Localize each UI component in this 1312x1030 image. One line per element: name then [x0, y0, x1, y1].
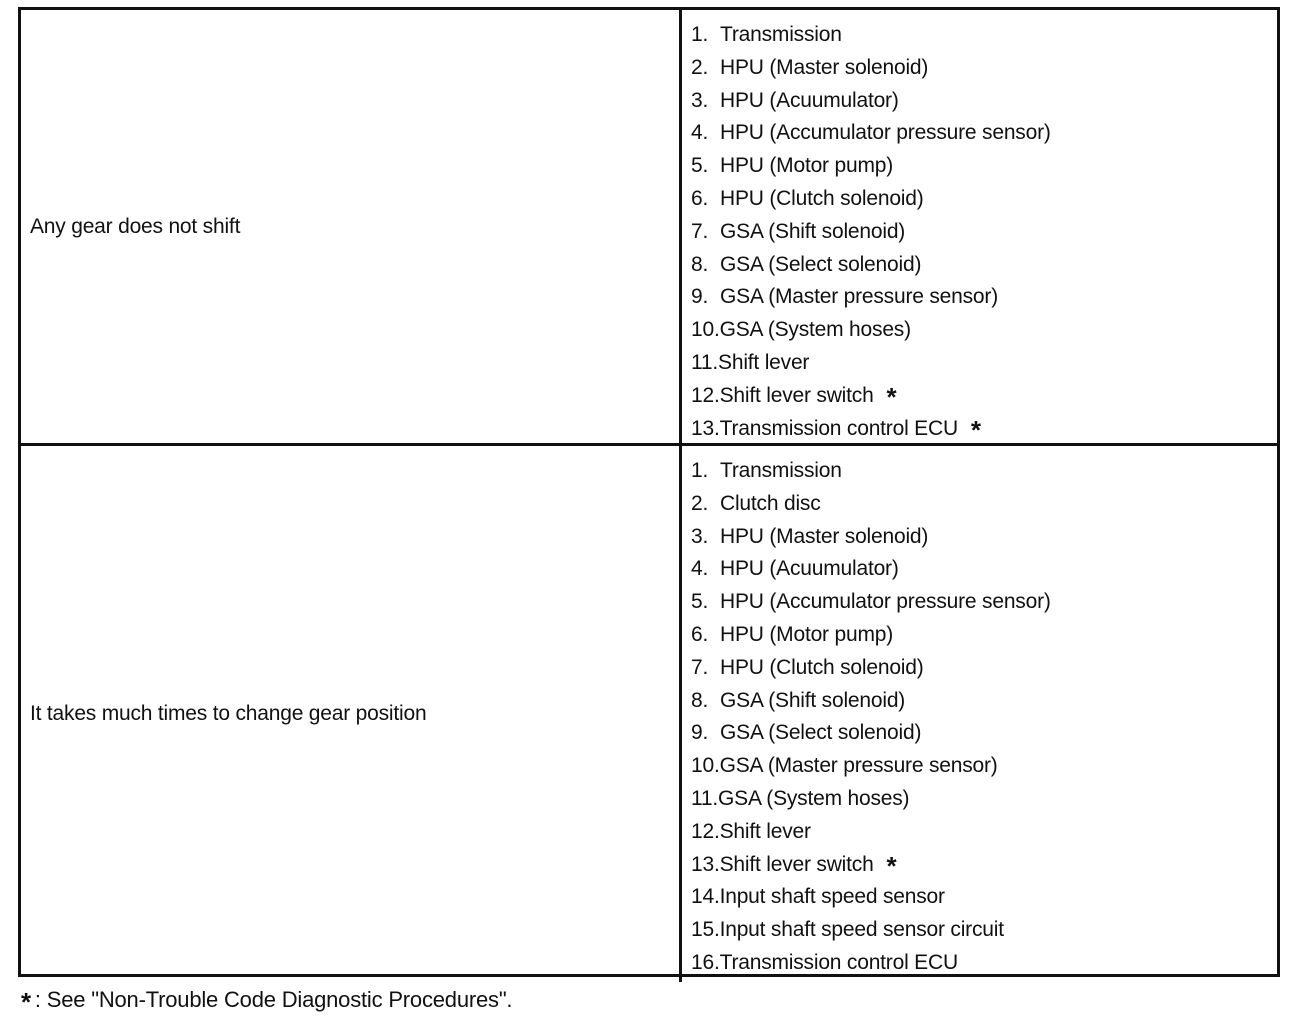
list-item [691, 719, 1277, 752]
item-text: Shift lever [719, 819, 811, 843]
symptom-text: It takes much times to change gear position [30, 701, 427, 725]
item-text: Transmission [720, 459, 842, 482]
item-text: HPU (Acuumulator) [720, 88, 899, 112]
symptom-cell [21, 446, 682, 982]
item-number: 5. [691, 154, 709, 178]
item-text: GSA (Master pressure sensor) [719, 754, 998, 778]
list-item [691, 752, 1277, 785]
list-item [691, 21, 1277, 54]
item-number: 6. [691, 186, 709, 210]
item-number: 7. [691, 655, 709, 679]
footnote [21, 987, 513, 1017]
item-text: GSA (Shift solenoid) [720, 688, 906, 712]
item-number: 5. [691, 590, 709, 614]
symptom-text: Any gear does not shift [30, 214, 241, 238]
list-item [691, 883, 1277, 916]
item-number: 1. [691, 23, 709, 46]
suspect-area-list [682, 10, 1277, 446]
item-text: GSA (Shift solenoid) [720, 219, 906, 243]
asterisk-icon: * [21, 987, 31, 1017]
item-number: 2. [691, 55, 709, 79]
list-item [691, 687, 1277, 720]
list-item [691, 119, 1277, 152]
item-number: 10. [691, 318, 720, 342]
item-number: 13. [691, 416, 720, 440]
list-item [691, 949, 1277, 982]
item-number: 11. [691, 350, 719, 374]
list-item [691, 54, 1277, 87]
list-item [691, 588, 1277, 621]
item-text: GSA (Select solenoid) [720, 252, 922, 276]
item-number: 3. [691, 88, 709, 112]
item-text: Shift lever switch [719, 383, 874, 407]
item-number: 4. [691, 121, 709, 145]
item-number: 14. [691, 885, 720, 909]
item-number: 16. [691, 950, 720, 974]
item-text: Shift lever switch [719, 852, 874, 876]
item-text: HPU (Clutch solenoid) [720, 655, 924, 679]
item-number: 2. [691, 491, 709, 515]
item-text: Input shaft speed sensor circuit [719, 918, 1004, 942]
list-item [691, 185, 1277, 218]
item-text: GSA (System hoses) [719, 318, 911, 342]
suspect-area-list [682, 446, 1277, 982]
item-text: Transmission control ECU [719, 416, 958, 440]
list-item [691, 490, 1277, 523]
item-text: HPU (Accumulator pressure sensor) [720, 590, 1051, 614]
list-item [691, 851, 1277, 884]
item-number: 7. [691, 219, 709, 243]
list-item [691, 415, 1277, 448]
item-text: Shift lever [718, 350, 810, 374]
item-text: HPU (Motor pump) [720, 622, 894, 646]
list-item [691, 654, 1277, 687]
footnote-text: : See "Non-Trouble Code Diagnostic Procedures". [34, 987, 513, 1012]
item-number: 6. [691, 622, 709, 646]
item-text: Clutch disc [720, 491, 821, 515]
item-text: GSA (System hoses) [718, 786, 910, 810]
asterisk-icon: * [886, 850, 897, 881]
item-text: HPU (Master solenoid) [720, 55, 929, 79]
list-item [691, 87, 1277, 120]
item-number: 11. [691, 786, 719, 810]
asterisk-icon: * [886, 381, 897, 412]
item-number: 12. [691, 383, 720, 407]
list-item [691, 555, 1277, 588]
list-item [691, 916, 1277, 949]
item-text: HPU (Master solenoid) [720, 524, 929, 548]
asterisk-icon: * [970, 414, 981, 445]
item-text: Transmission control ECU [719, 950, 958, 974]
list-item [691, 251, 1277, 284]
item-text: GSA (Select solenoid) [720, 721, 922, 745]
item-text: HPU (Motor pump) [720, 154, 894, 178]
list-item [691, 785, 1277, 818]
item-number: 13. [691, 852, 720, 876]
diagnosis-table [18, 7, 1280, 977]
list-item [691, 523, 1277, 556]
item-number: 15. [691, 918, 720, 942]
item-number: 3. [691, 524, 709, 548]
item-text: Transmission [720, 23, 842, 46]
list-item [691, 218, 1277, 251]
item-number: 8. [691, 688, 709, 712]
item-number: 4. [691, 557, 709, 581]
list-item [691, 316, 1277, 349]
item-text: HPU (Clutch solenoid) [720, 186, 924, 210]
item-number: 10. [691, 754, 720, 778]
item-number: 12. [691, 819, 720, 843]
item-number: 9. [691, 721, 709, 745]
list-item [691, 457, 1277, 490]
list-item [691, 621, 1277, 654]
list-item [691, 152, 1277, 185]
item-text: HPU (Accumulator pressure sensor) [720, 121, 1051, 145]
item-text: HPU (Acuumulator) [720, 557, 899, 581]
list-item [691, 818, 1277, 851]
symptom-cell [21, 10, 682, 446]
item-text: GSA (Master pressure sensor) [720, 285, 998, 309]
item-number: 9. [691, 285, 709, 309]
item-number: 1. [691, 459, 709, 482]
list-item [691, 283, 1277, 316]
list-item [691, 349, 1277, 382]
item-text: Input shaft speed sensor [719, 885, 945, 909]
item-number: 8. [691, 252, 709, 276]
list-item [691, 382, 1277, 415]
